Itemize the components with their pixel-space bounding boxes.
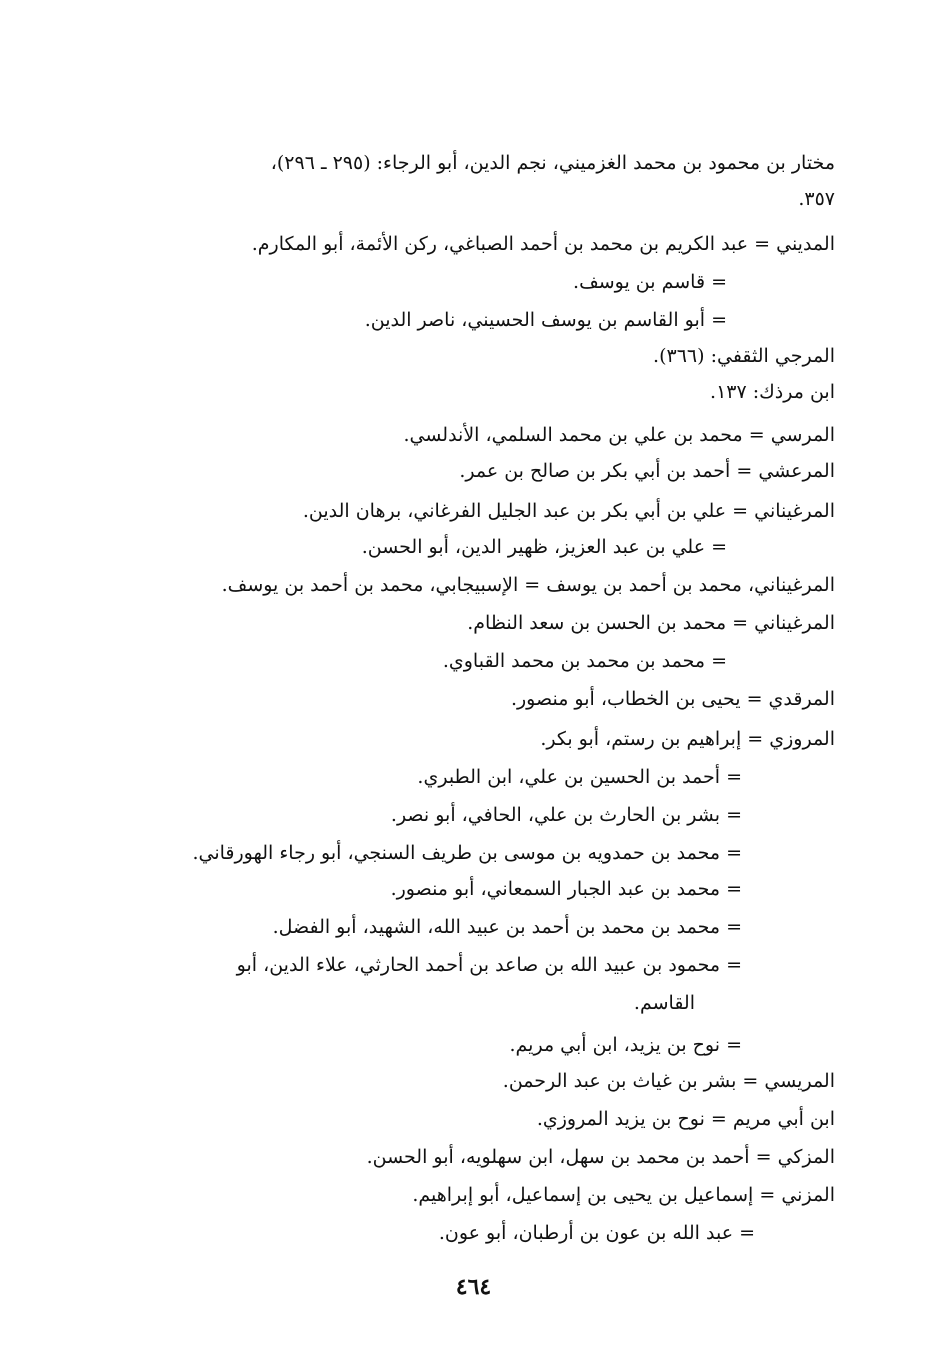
index-entry: المرغيناني، محمد بن أحمد بن يوسف = الإسبيجابي، محمد بن أحمد بن يوسف. <box>221 574 835 596</box>
index-subentry: = علي بن عبد العزيز، ظهير الدين، أبو الحسن. <box>361 536 727 558</box>
index-entry: المزكي = أحمد بن محمد بن سهل، ابن سهلويه، أبو الحسن. <box>366 1146 835 1168</box>
index-subentry: = أحمد بن الحسين بن علي، ابن الطبري. <box>417 766 742 788</box>
index-entry: المرغيناني = محمد بن الحسن بن سعد النظام. <box>467 612 835 634</box>
index-entry: مختار بن محمود بن محمد الغزميني، نجم الدين، أبو الرجاء: (٢٩٥ ـ ٢٩٦)، <box>270 152 835 174</box>
index-subentry: = عبد الله بن عون بن أرطبان، أبو عون. <box>438 1222 755 1244</box>
index-subentry: = محمد بن حمدويه بن موسى بن طريف السنجي، أبو رجاء الهورقاني. <box>192 842 742 864</box>
index-entry: المريسي = بشر بن غياث بن عبد الرحمن. <box>502 1070 835 1092</box>
index-subentry: = محمود بن عبيد الله بن صاعد بن أحمد الحارثي، علاء الدين، أبو <box>236 954 742 976</box>
index-entry: المرقدي = يحيى بن الخطاب، أبو منصور. <box>510 688 835 710</box>
index-subentry: = محمد بن عبد الجبار السمعاني، أبو منصور. <box>390 878 742 900</box>
index-subentry-continuation: القاسم. <box>633 992 695 1014</box>
index-entry: المرسي = محمد بن علي بن محمد السلمي، الأندلسي. <box>403 424 835 446</box>
index-entry: المرجي الثقفي: (٣٦٦). <box>653 345 835 367</box>
index-entry: المزني = إسماعيل بن يحيى بن إسماعيل، أبو إبراهيم. <box>412 1184 835 1206</box>
index-entry: ابن مرذك: ١٣٧. <box>710 381 835 403</box>
index-entry-continuation: ٣٥٧. <box>798 188 835 210</box>
index-entry: المرعشي = أحمد بن أبي بكر بن صالح بن عمر. <box>459 460 835 482</box>
index-subentry: = بشر بن الحارث بن علي، الحافي، أبو نصر. <box>390 804 742 826</box>
page-number: ٤٦٤ <box>455 1274 492 1300</box>
index-entry: المديني = عبد الكريم بن محمد بن أحمد الصباغي، ركن الأئمة، أبو المكارم. <box>251 233 835 255</box>
index-entry: المرغيناني = علي بن أبي بكر بن عبد الجليل الفرغاني، برهان الدين. <box>302 500 835 522</box>
index-subentry: = نوح بن يزيد، ابن أبي مريم. <box>509 1034 742 1056</box>
index-entry: المروزي = إبراهيم بن رستم، أبو بكر. <box>540 728 835 750</box>
index-subentry: = قاسم بن يوسف. <box>573 271 727 293</box>
index-entry: ابن أبي مريم = نوح بن يزيد المروزي. <box>536 1108 835 1130</box>
index-subentry: = أبو القاسم بن يوسف الحسيني، ناصر الدين. <box>364 309 727 331</box>
index-subentry: = محمد بن محمد بن أحمد بن عبيد الله، الشهيد، أبو الفضل. <box>272 916 742 938</box>
index-subentry: = محمد بن محمد بن محمد القباوي. <box>442 650 727 672</box>
